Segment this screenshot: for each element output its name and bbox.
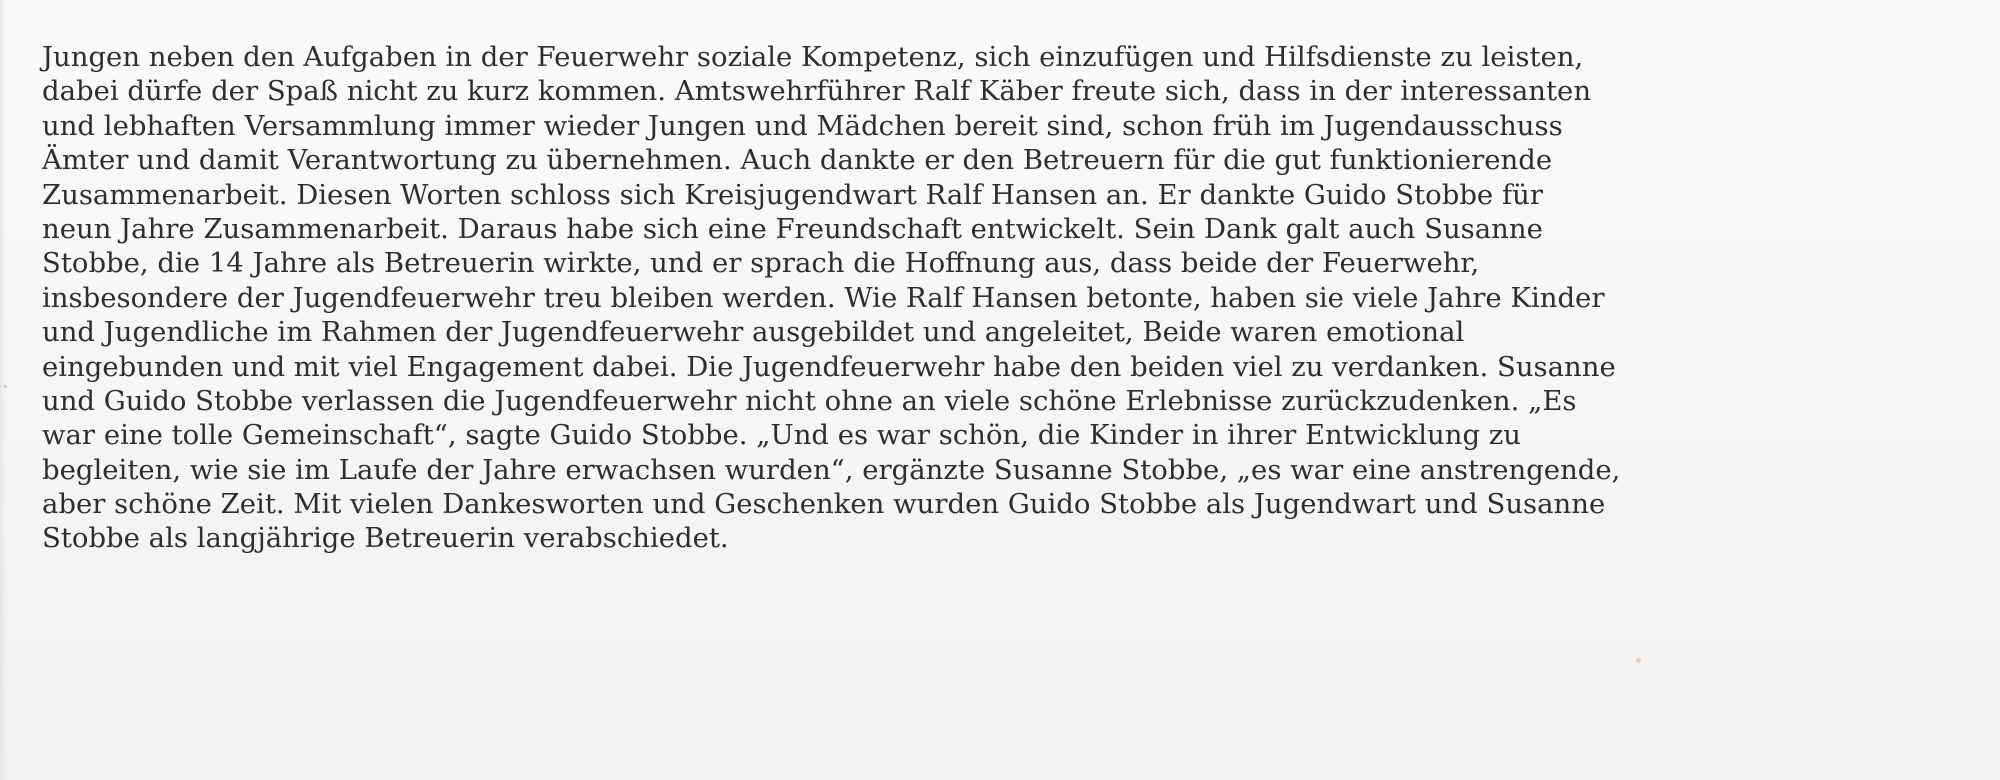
text-line: Stobbe als langjährige Betreuerin verabschiedet. (42, 522, 729, 555)
text-line: aber schöne Zeit. Mit vielen Dankesworten und Geschenken wurden Guido Stobbe als Jugendwart und Susanne (42, 488, 1606, 521)
text-line: Jungen neben den Aufgaben in der Feuerwehr soziale Kompetenz, sich einzufügen und Hilfsdienste zu leisten, (42, 41, 1584, 73)
text-line: Ämter und damit Verantwortung zu übernehmen. Auch dankte er den Betreuern für die gut funktionierende (42, 144, 1553, 177)
text-line: dabei dürfe der Spaß nicht zu kurz kommen. Amtswehrführer Ralf Käber freute sich, dass in der interessanten (42, 75, 1592, 108)
text-line: und Jugendliche im Rahmen der Jugendfeuerwehr ausgebildet und angeleitet, Beide waren emotional (42, 316, 1465, 349)
text-line: war eine tolle Gemeinschaft“, sagte Guido Stobbe. „Und es war schön, die Kinder in ihrer Entwicklung zu (42, 419, 1521, 452)
text-line: Stobbe, die 14 Jahre als Betreuerin wirkte, und er sprach die Hoffnung aus, dass beide der Feuerwehr, (42, 247, 1480, 280)
text-line: und Guido Stobbe verlassen die Jugendfeuerwehr nicht ohne an viele schöne Erlebnisse zurückzudenken. „Es (42, 384, 1577, 417)
paper-speck (1636, 658, 1641, 663)
article-text-block (42, 40, 1982, 556)
paper-speck (4, 385, 7, 388)
text-line: neun Jahre Zusammenarbeit. Daraus habe sich eine Freundschaft entwickelt. Sein Dank galt auch Susanne (42, 212, 1543, 245)
text-line: Zusammenarbeit. Diesen Worten schloss sich Kreisjugendwart Ralf Hansen an. Er dankte Guido Stobbe für (42, 178, 1543, 211)
scan-edge-shadow (0, 0, 6, 780)
text-line: begleiten, wie sie im Laufe der Jahre erwachsen wurden“, ergänzte Susanne Stobbe, „es war eine anstrengende, (42, 453, 1621, 486)
text-line: insbesondere der Jugendfeuerwehr treu bleiben werden. Wie Ralf Hansen betonte, haben sie viele Jahre Kinder (42, 281, 1605, 314)
text-line: und lebhaften Versammlung immer wieder Jungen und Mädchen bereit sind, schon früh im Jugendausschuss (42, 109, 1563, 142)
text-line: eingebunden und mit viel Engagement dabei. Die Jugendfeuerwehr habe den beiden viel zu verdanken. Susanne (42, 350, 1616, 383)
